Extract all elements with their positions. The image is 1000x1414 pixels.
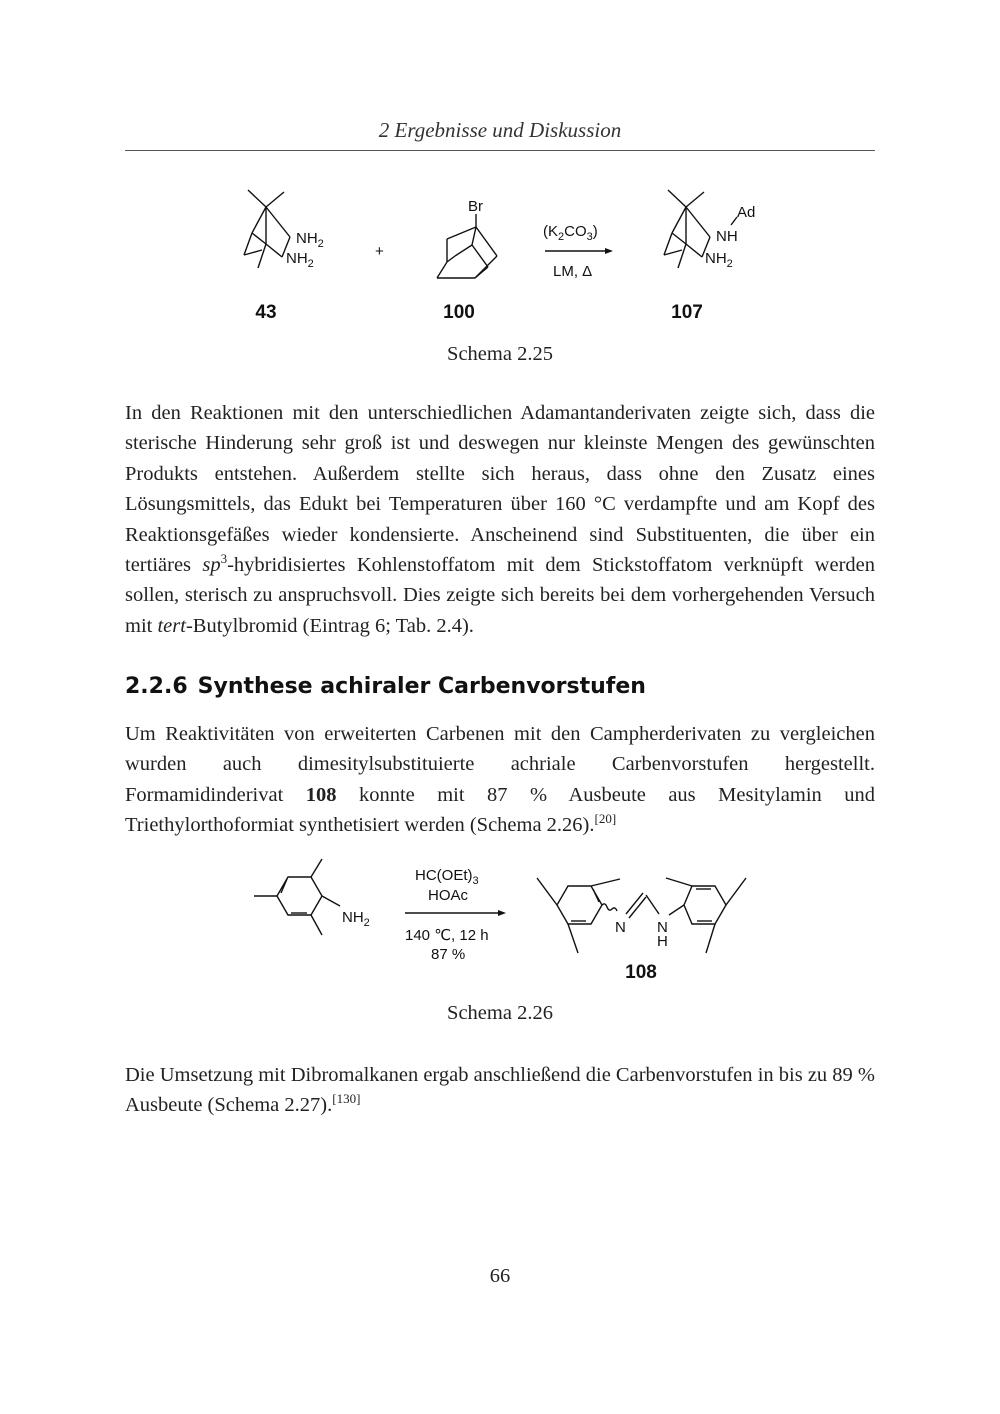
section-title: Synthese achiraler Carbenvorstufen (197, 674, 646, 699)
compound-108-ref: 108 (305, 783, 337, 806)
section-heading (125, 674, 875, 699)
label-nh: NH (716, 228, 738, 245)
condition-temp: 140 ℃, 12 h (405, 927, 489, 944)
sp-superscript: 3 (220, 551, 228, 567)
mesitylamine-ring (277, 877, 322, 915)
reagent-lm: LM, Δ (553, 263, 593, 280)
label-n: N (615, 919, 626, 936)
paragraph-2 (125, 719, 875, 841)
paragraph-1-text-b: -hybridisiertes Kohlenstoffatom mit dem Stickstoffatom verknüpft werden sollen, sterisch zu anspruchsvoll. Dies zeigte sich bereits bei dem vorhergehenden Versuch mit (125, 554, 875, 637)
reagent-k2co3: $(K_2CO_3)$ (543, 223, 598, 243)
label-ad: Ad (737, 204, 756, 221)
sp-term: sp (202, 554, 221, 577)
compound-43-label: 43 (255, 302, 277, 323)
label-nh-n: N (657, 919, 668, 936)
arrow-head-1 (605, 248, 613, 254)
paragraph-1-text-c: -Butylbromid (Eintrag 6; Tab. 2.4). (185, 614, 474, 637)
caption-schema-2-26: Schema 2.26 (447, 1002, 553, 1024)
section-number: 2.2.6 (125, 674, 188, 699)
running-head: 2 Ergebnisse und Diskussion (378, 118, 622, 142)
condition-yield: 87 % (431, 946, 466, 963)
structure-43 (244, 190, 290, 268)
citation-20[interactable]: [20] (594, 811, 617, 827)
plus-sign: + (375, 243, 384, 260)
paragraph-2-text-a: Um Reaktivitäten von erweiterten Carbenen mit den Campherderivaten zu vergleichen wurden auch dimesitylsubstituierte achriale Carbenvorstufen hergestellt. Formamidinderivat (125, 723, 875, 806)
structure-108 (537, 878, 746, 953)
tert-term: tert (157, 614, 186, 637)
label-nh2-c: $NH_2$ (705, 250, 733, 270)
reagent-hcoet3: $HC(OEt)_3$ (415, 867, 479, 887)
paragraph-3-text: Die Umsetzung mit Dibromalkanen ergab anschließend die Carbenvorstufen in bis zu 89 % Ausbeute (Schema 2.27). (125, 1064, 875, 1117)
page-number: 66 (489, 1265, 511, 1287)
label-br: Br (468, 198, 483, 215)
mesityl-ring-left (557, 886, 602, 924)
scheme-2-26 (0, 850, 1000, 990)
reagent-hoac: HOAc (428, 887, 469, 904)
paragraph-1-text-a: In den Reaktionen mit den unterschiedlichen Adamantanderivaten zeigte sich, dass die sterische Hinderung sehr groß ist und deswegen nur kleinste Mengen des gewünschten Produkts entstehen. Außerdem stellte sich heraus, dass ohne den Zusatz eines Lösungsmittels, das Edukt bei Temperaturen über 160 °C verdampfte und am Kopf des Reaktionsgefäßes wieder kondensierte. Anscheinend sind Substituenten, die über ein tertiäres (125, 402, 875, 577)
paragraph-3 (125, 1060, 875, 1121)
paragraph-1 (125, 398, 875, 641)
structure-100 (437, 214, 497, 278)
scheme-2-25 (0, 0, 1000, 340)
compound-107-label: 107 (671, 302, 703, 323)
label-nh2-b: $NH_2$ (286, 250, 314, 270)
compound-100-label: 100 (443, 302, 475, 323)
compound-108-label: 108 (625, 962, 657, 983)
label-nh2-a: $NH_2$ (296, 230, 324, 250)
citation-130[interactable]: [130] (332, 1091, 361, 1107)
mesityl-ring-right (684, 886, 726, 924)
wavy-bond (602, 904, 617, 911)
label-nh-h: H (657, 933, 668, 950)
caption-schema-2-25: Schema 2.25 (447, 343, 553, 365)
label-mes-nh2: $NH_2$ (342, 909, 370, 929)
structure-mesitylamine (254, 859, 340, 935)
arrow-head-2 (498, 910, 506, 916)
paragraph-2-text-b: konnte mit 87 % Ausbeute aus Mesitylamin und Triethylorthoformiat synthetisiert werden (Schema 2.26). (125, 783, 875, 837)
